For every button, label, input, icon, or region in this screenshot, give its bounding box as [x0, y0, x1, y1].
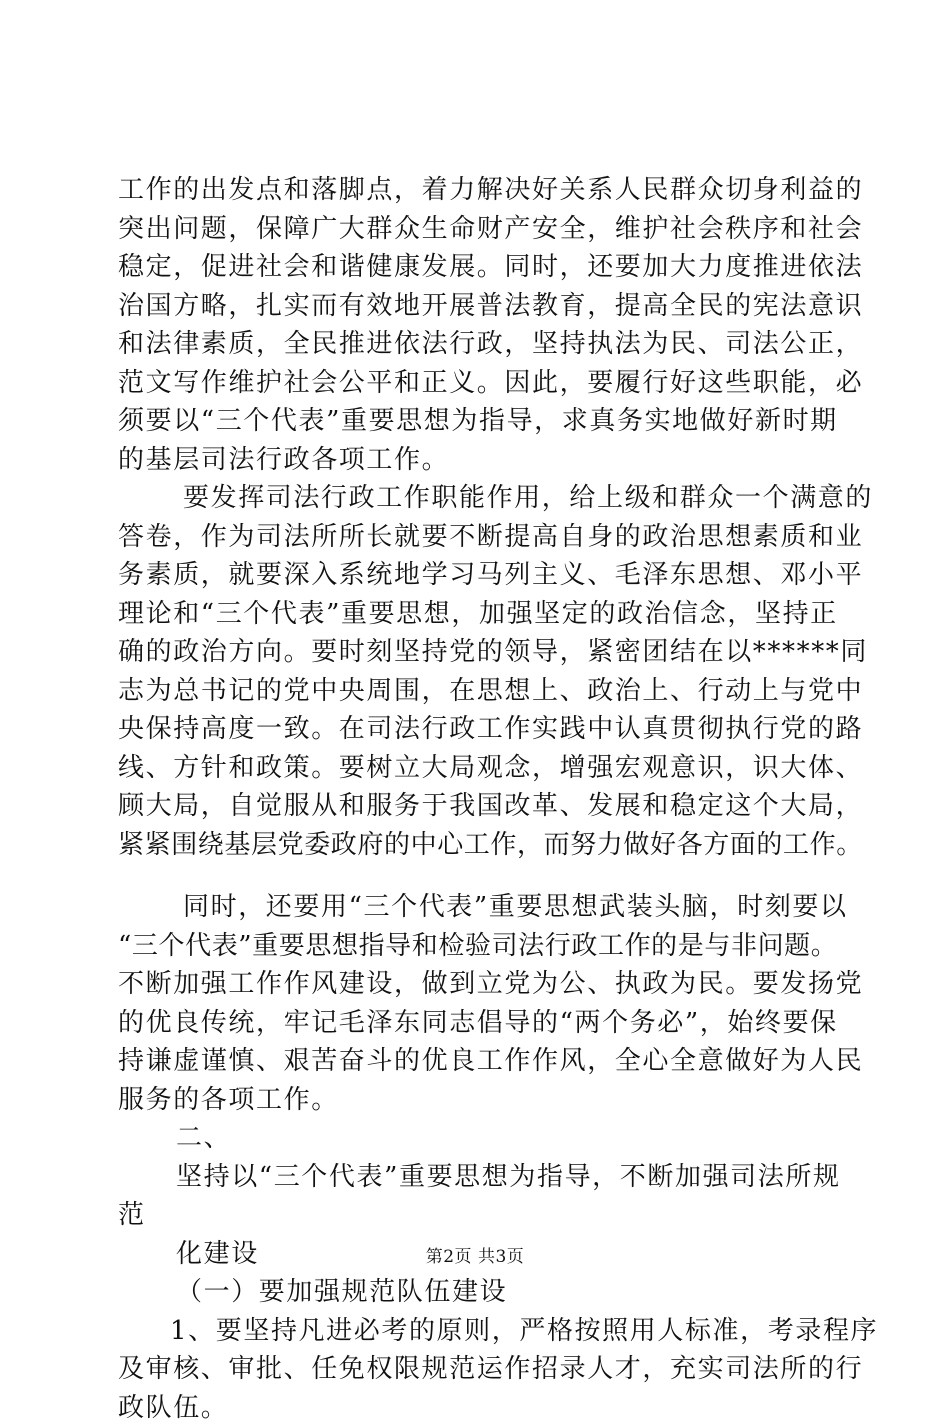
text-line: 线、方针和政策。要树立大局观念，增强宏观意识，识大体、: [118, 749, 838, 788]
text-line: 务素质，就要深入系统地学习马列主义、毛泽东思想、邓小平: [118, 556, 838, 595]
page-number-footer: 第2页 共3页: [0, 1245, 950, 1269]
text-line: 1、要坚持凡进必考的原则，严格按照用人标准，考录程序: [118, 1312, 838, 1351]
text-line: 确的政治方向。要时刻坚持党的领导，紧密团结在以******同: [118, 633, 838, 672]
text-line: 的优良传统，牢记毛泽东同志倡导的“两个务必”，始终要保: [118, 1004, 838, 1043]
section-heading-continued: 范: [118, 1196, 838, 1235]
text-line: 志为总书记的党中央周围，在思想上、政治上、行动上与党中: [118, 672, 838, 711]
subsection-heading: （一）要加强规范队伍建设: [118, 1273, 838, 1312]
section-heading-continued: 化建设: [118, 1235, 838, 1274]
text-line: 须要以“三个代表”重要思想为指导，求真务实地做好新时期: [118, 402, 838, 441]
text-line: 和法律素质，全民推进依法行政，坚持执法为民、司法公正，: [118, 325, 838, 364]
document-body: [118, 171, 838, 1427]
text-line: 治国方略，扎实而有效地开展普法教育，提高全民的宪法意识: [118, 287, 838, 326]
text-line: 及审核、审批、任免权限规范运作招录人才，充实司法所的行: [118, 1350, 838, 1389]
text-line: 政队伍。: [118, 1389, 838, 1427]
text-line: 央保持高度一致。在司法行政工作实践中认真贯彻执行党的路: [118, 710, 838, 749]
text-line: 紧紧围绕基层党委政府的中心工作，而努力做好各方面的工作。: [118, 826, 838, 865]
text-line: 的基层司法行政各项工作。: [118, 441, 838, 480]
text-line: 同时，还要用“三个代表”重要思想武装头脑，时刻要以: [118, 888, 838, 927]
text-line: 理论和“三个代表”重要思想，加强坚定的政治信念，坚持正: [118, 595, 838, 634]
text-line: 持谦虚谨慎、艰苦奋斗的优良工作作风，全心全意做好为人民: [118, 1042, 838, 1081]
text-line: “三个代表”重要思想指导和检验司法行政工作的是与非问题。: [118, 927, 838, 966]
text-line: 稳定，促进社会和谐健康发展。同时，还要加大力度推进依法: [118, 248, 838, 287]
section-heading: 坚持以“三个代表”重要思想为指导，不断加强司法所规: [118, 1158, 838, 1197]
text-line: 服务的各项工作。: [118, 1081, 838, 1120]
text-line: 答卷，作为司法所所长就要不断提高自身的政治思想素质和业: [118, 518, 838, 557]
text-line: 顾大局，自觉服从和服务于我国改革、发展和稳定这个大局，: [118, 787, 838, 826]
text-line: 范文写作维护社会公平和正义。因此，要履行好这些职能，必: [118, 364, 838, 403]
text-line: 要发挥司法行政工作职能作用，给上级和群众一个满意的: [118, 479, 838, 518]
section-number: 二、: [118, 1119, 838, 1158]
text-line: 工作的出发点和落脚点，着力解决好关系人民群众切身利益的: [118, 171, 838, 210]
text-line: 突出问题，保障广大群众生命财产安全，维护社会秩序和社会: [118, 210, 838, 249]
text-line: 不断加强工作作风建设，做到立党为公、执政为民。要发扬党: [118, 965, 838, 1004]
